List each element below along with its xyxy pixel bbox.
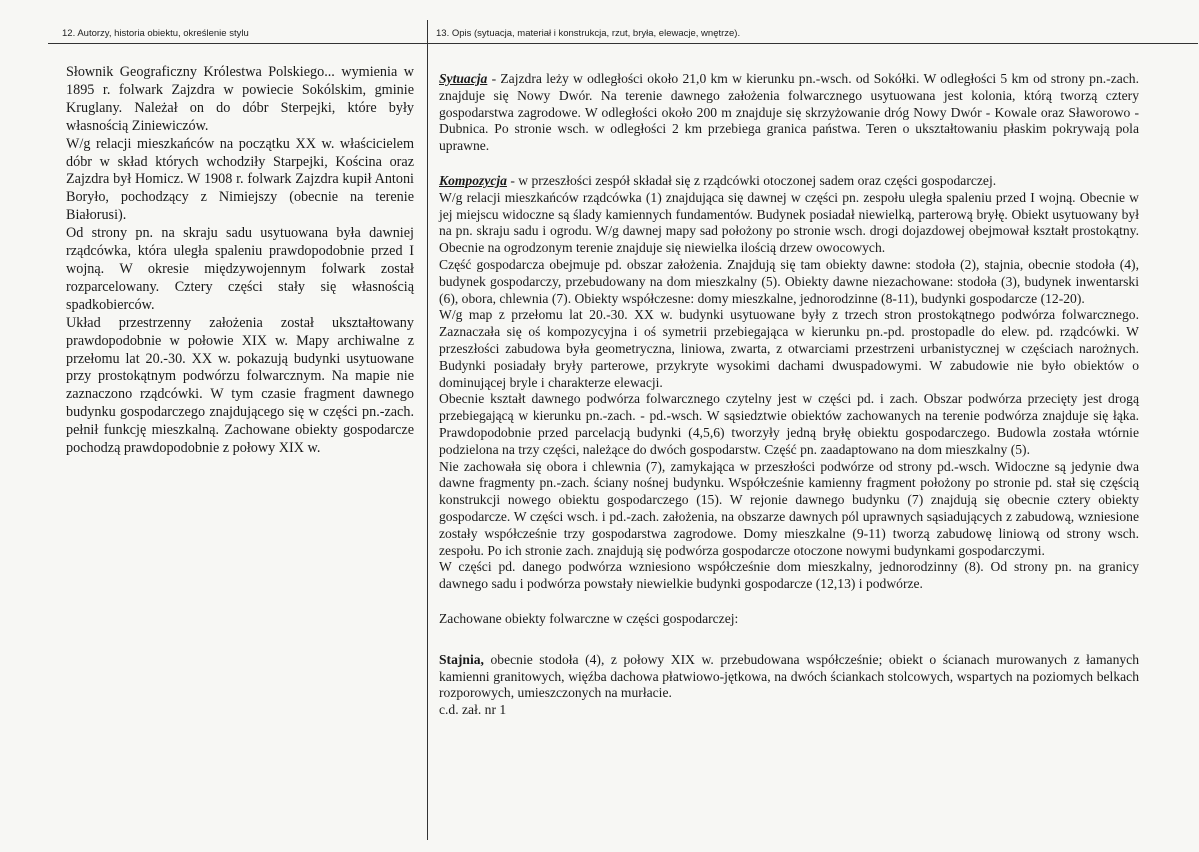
description-paragraph: Nie zachowała się obora i chlewnia (7), zamykająca w przeszłości podwórze od strony pd.-wsch. Widoczne są jedynie dwa dawne fragmenty pn.-zach. ściany nośnej budynku. Współcześnie kamienny fragment położony po stronie pd. stał się częścią konstrukcji nowego obiektu gospodarczego (15). W rejonie dawnego budynku (7) znajdują się obecnie cztery obiekty gospodarcze. W części wsch. i pd.-zach. założenia, na obszarze dawnych pól uprawnych sąsiadujących z zabudową, wzniesione zostały współcześnie trzy gospodarstwa zagrodowe. Domy mieszkalne (9-11) tworzą zabudowę liniową od strony wsch. zespołu. Po ich stronie zach. znajdują się podwórza gospodarcze otoczone nowymi budynkami gospodarczymi. bbox=[439, 458, 1139, 558]
continuation-note: c.d. zał. nr 1 bbox=[439, 702, 507, 718]
sytuacja-text: - Zajzdra leży w odległości około 21,0 km w kierunku pn.-wsch. od Sokółki. W odległości 5 km od strony pn.-zach. znajduje się Nowy Dwór. Na terenie dawnego założenia folwarcznego usytuowana jest kolonia, którą tworzą cztery gospodarstwa zagrodowe. W odległości około 200 m znajduje się skrzyżowanie dróg Nowy Dwór - Kowale oraz Sławorowo - Dubnica. Po stronie wsch. w odległości 2 km przebiega granica państwa. Teren o ukształtowaniu płaskim pokrywają pola uprawne. bbox=[439, 71, 1139, 154]
history-paragraph: Słownik Geograficzny Królestwa Polskiego... wymienia w 1895 r. folwark Zajzdra w powiecie Sokólskim, gminie Kruglany. Należał on do dóbr Sterpejki, które były własnością Ziniewiczów. bbox=[66, 64, 414, 134]
history-paragraph: Układ przestrzenny założenia został ukształtowany prawdopodobnie w połowie XIX w. Mapy archiwalne z przełomu lat 20.-30. XX w. pokazują budynki usytuowane przy prostokątnym podwórzu folwarcznym. Na mapie nie zaznaczono rządcówki. W tym czasie fragment dawnego budynku gospodarczego znajdującego się w części pn.-zach. pełnił funkcję mieszkalną. Zachowane obiekty gospodarcze pochodzą prawdopodobnie z połowy XIX w. bbox=[66, 314, 414, 457]
section-12-header: 12. Autorzy, historia obiektu, określenie stylu bbox=[62, 28, 249, 39]
kompozycja-paragraph bbox=[439, 173, 1139, 190]
section-13-header: 13. Opis (sytuacja, materiał i konstrukcja, rzut, bryła, elewacje, wnętrze). bbox=[436, 28, 741, 39]
kompozycja-text: - w przeszłości zespół składał się z rządcówki otoczonej sadem oraz części gospodarczej. bbox=[506, 172, 997, 188]
description-paragraph: Obecnie kształt dawnego podwórza folwarcznego czytelny jest w części pd. i zach. Obszar podwórza przecięty jest drogą przebiegającą w kierunku pn.-zach. - pd.-wsch. W sąsiedztwie obiektów zachowanych na terenie podwórza znajduje się łąka. Prawdopodobnie przed parcelacją budynki (4,5,6) tworzyły jedną bryłę obiektu gospodarczego. Budowla została wtórnie podzielona na trzy części, należące do dwóch gospodarstw. Część pn. zaadaptowano na dom mieszkalny (5). bbox=[439, 391, 1139, 457]
description-column bbox=[439, 71, 1139, 719]
history-paragraph: Od strony pn. na skraju sadu usytuowana była dawniej rządcówka, która uległa spaleniu prawdopodobnie przed I wojną. W okresie międzywojennym folwark został rozparcelowany. Cztery części stały się własnością spadkobierców. bbox=[66, 225, 414, 313]
history-paragraph: W/g relacji mieszkańców na początku XX w. właścicielem dóbr w skład których wchodziły Starpejki, Kościna oraz Zajzdra był Homicz. W 1908 r. folwark Zajzdra kupił Antoni Boryło, pochodzący z Nimiejszy (obecnie na terenie Białorusi). bbox=[66, 135, 414, 224]
stajnia-paragraph bbox=[439, 652, 1139, 702]
description-paragraph: W/g relacji mieszkańców rządcówka (1) znajdująca się dawnej w części pn. zespołu uległa spaleniu przed I wojną. Obecnie w jej miejscu widoczne są ślady kamiennych fundamentów. Budynek posiadał niewielką, parterową bryłę. Obiekt usytuowany był na pn. skraju sadu i ogrodu. W/g dawnej mapy sad położony po stronie wsch. drogi dojazdowej obejmował kształt prostokątny. Obecnie na ogrodzonym terenie znajduje się niewielka ilością drzew owocowych. bbox=[439, 189, 1139, 256]
sytuacja-label: Sytuacja bbox=[439, 71, 488, 86]
column-divider bbox=[427, 20, 428, 840]
sytuacja-paragraph bbox=[439, 71, 1139, 155]
zachowane-heading: Zachowane obiekty folwarczne w części gospodarczej: bbox=[439, 610, 739, 626]
stajnia-label: Stajnia, bbox=[439, 651, 484, 667]
description-paragraph: W części pd. danego podwórza wzniesiono współcześnie dom mieszkalny, jednorodzinny (8). Od strony pn. na granicy dawnego sadu i podwórza powstały niewielkie budynki gospodarcze (12,13) i podwórze. bbox=[439, 559, 1139, 592]
stajnia-text: obecnie stodoła (4), z połowy XIX w. przebudowana współcześnie; obiekt o ścianach murowanych z łamanych kamienni granitowych, więźba dachowa płatwiowo-jętkowa, na dwóch ściankach stolcowych, wspartych na poziomych belkach rozporowych, umieszczonych na murłacie. bbox=[439, 651, 1139, 701]
history-column bbox=[66, 64, 414, 458]
header-divider bbox=[48, 43, 1198, 44]
description-paragraph: Część gospodarcza obejmuje pd. obszar założenia. Znajdują się tam obiekty dawne: stodoła (2), stajnia, obecnie stodoła (4), budynek gospodarczy, przebudowany na dom mieszkalny (5). Obiekty dawne niezachowane: stodoła (3), budynek inwentarski (6), obora, chlewnia (7). Obiekty współczesne: domy mieszkalne, jednorodzinne (8-11), budynki gospodarcze (12-20). bbox=[439, 256, 1139, 306]
kompozycja-label: Kompozycja bbox=[439, 172, 507, 188]
description-paragraph: W/g map z przełomu lat 20.-30. XX w. budynki usytuowane były z trzech stron prostokątnego podwórza folwarcznego. Zaznaczała się oś kompozycyjna i oś symetrii przebiegająca w kierunku pn.-pd. prostopadle do elew. pd. rządcówki. W przeszłości zabudowa była geometryczna, liniowa, zwarta, z otwarciami przestrzeni urbanistycznej w częściach narożnych. Budynki posiadały bryły parterowe, przykryte wysokimi dachami dwuspadowymi. W zabudowie nie było obiektów o dominującej bryle i charakterze elewacji. bbox=[439, 307, 1139, 390]
